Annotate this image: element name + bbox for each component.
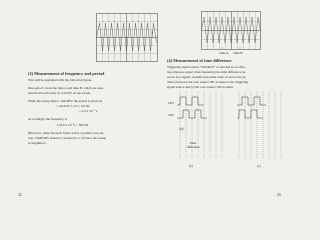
time-difference-label: Time difference (187, 141, 200, 149)
section-3-formula: = 2.0 x 10⁻³ s (79, 109, 98, 113)
section-3-line: (However, when the knob MAG x10 is at pulled out posi- (28, 131, 105, 135)
section-4-heading: (4) Measurement of time difference (167, 58, 232, 63)
section-4-line: ing reference signal when measuring the time difference be- (167, 70, 247, 74)
fig-b-ch2-label: CH2 (168, 113, 175, 117)
section-4-line: tween two signals. Assume that pulse trains as shown in (a). (167, 75, 247, 79)
section-4-line: signal source and (c) the case where CH2 is taken. (167, 85, 234, 89)
section-3-line: This will be explained with the following figure. (28, 78, 93, 82)
section-3-line: Accordingly, the frequency is (28, 117, 67, 121)
section-3-line: tion, TIME/DIV must be converted to 1/10 since the sweep (28, 136, 107, 140)
section-4-line: Triggering signal source "SOURCE" is selected as an offer- (167, 65, 246, 69)
section-3-line: is magnified.) (28, 141, 47, 145)
timing-diagram-b (177, 91, 232, 161)
scope-scale-label: 1 ms (151, 31, 154, 36)
fig-b-caption: (b) (189, 164, 193, 168)
section-3-formula: 1/(2.0 x 10⁻³) = 500 Hz (57, 123, 89, 127)
fig-c-caption: (c) (257, 164, 261, 168)
section-3-heading: (3) Measurement of frequency and period (28, 71, 105, 76)
section-3-line: One period covers the time A and time B, which are sepa- (28, 86, 105, 90)
page-number-left: 22 (18, 193, 22, 197)
scope-screen-figure-left (96, 13, 158, 62)
timing-diagram-c (237, 91, 287, 161)
section-4-line: Then (b) shows the case where CH1 is taken as the triggering (167, 80, 249, 84)
scope-screen-figure-right (201, 11, 261, 50)
section-3-line: When the sweep time is 1ms/DIV, the period is given by (28, 99, 103, 103)
time-a-label: Time A (219, 51, 229, 55)
section-3-formula: 1 ms/DIV x 2.0 = 2.0 ms (57, 104, 90, 108)
page-number-right: 23 (277, 193, 281, 197)
time-b-label: Time B (233, 51, 243, 55)
section-3-line: rated from each other by 2.0 DIV on the screen. (28, 91, 92, 95)
fig-b-ch1-label: CH1 (168, 101, 175, 105)
